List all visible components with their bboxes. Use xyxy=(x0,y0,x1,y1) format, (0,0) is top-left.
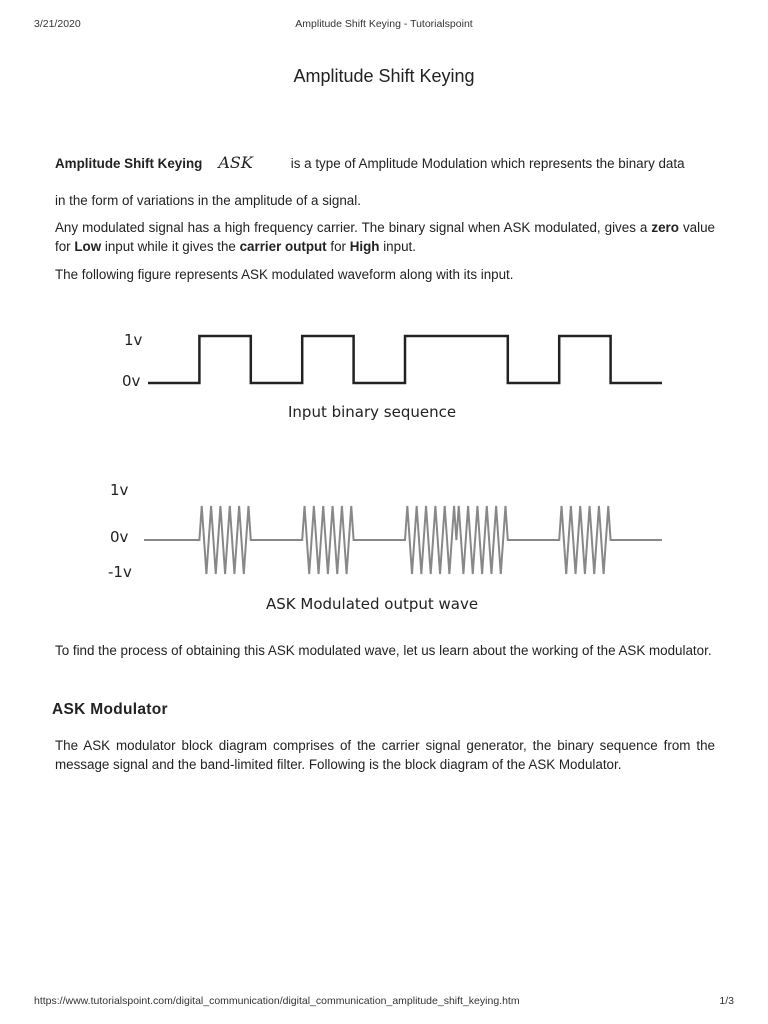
intro-term: Amplitude Shift Keying xyxy=(55,156,203,171)
intro-rest: is a type of Amplitude Modulation which represents the binary data xyxy=(290,156,685,171)
print-footer-url: https://www.tutorialspoint.com/digital_communication/digital_communication_amplitude_shift_keying.htm xyxy=(34,995,520,1007)
input-caption: Input binary sequence xyxy=(288,403,457,421)
para2-text-4: for xyxy=(326,239,350,254)
output-label-0v: 0v xyxy=(110,528,129,546)
intro-line2: in the form of variations in the amplitude of a signal. xyxy=(55,193,361,208)
para2-bold-low: Low xyxy=(74,239,102,254)
output-caption: ASK Modulated output wave xyxy=(266,595,479,613)
ask-abbr-math: ASK xyxy=(218,153,253,172)
output-label-minus1v: -1v xyxy=(108,563,132,581)
para2-text-2: value for xyxy=(55,220,715,254)
ask-modulated-waveform xyxy=(144,506,662,574)
paragraph-figure-intro: The following figure represents ASK modulated waveform along with its input. xyxy=(55,267,514,282)
input-label-0v: 0v xyxy=(122,372,141,390)
input-binary-waveform xyxy=(148,336,662,383)
para2-text-1: Any modulated signal has a high frequency carrier. The binary signal when ASK modulated, gives a xyxy=(55,220,648,235)
paragraph-block-diagram: The ASK modulator block diagram comprises of the carrier signal generator, the binary sequence from the message signal and the band-limited filter. Following is the block diagram of the ASK Modulator. xyxy=(55,738,715,772)
print-header-date: 3/21/2020 xyxy=(34,18,81,30)
page-title: Amplitude Shift Keying xyxy=(293,66,475,86)
paragraph-carrier xyxy=(55,218,715,256)
para2-bold-high: High xyxy=(349,239,380,254)
paragraph-process: To find the process of obtaining this ASK modulated wave, let us learn about the working of the ASK modulator. xyxy=(55,643,712,658)
input-label-1v: 1v xyxy=(124,331,143,349)
intro-paragraph xyxy=(55,153,715,173)
para2-bold-zero: zero xyxy=(651,220,679,235)
print-header-title: Amplitude Shift Keying - Tutorialspoint xyxy=(295,18,473,30)
para2-bold-carrier-output: carrier output xyxy=(239,239,327,254)
section-heading-ask-modulator: ASK Modulator xyxy=(52,701,168,718)
print-footer-page: 1/3 xyxy=(719,995,734,1007)
ask-waveform-figure xyxy=(100,318,680,618)
para2-text-3: input while it gives the xyxy=(101,239,240,254)
para2-text-5: input. xyxy=(379,239,416,254)
output-label-1v: 1v xyxy=(110,481,129,499)
